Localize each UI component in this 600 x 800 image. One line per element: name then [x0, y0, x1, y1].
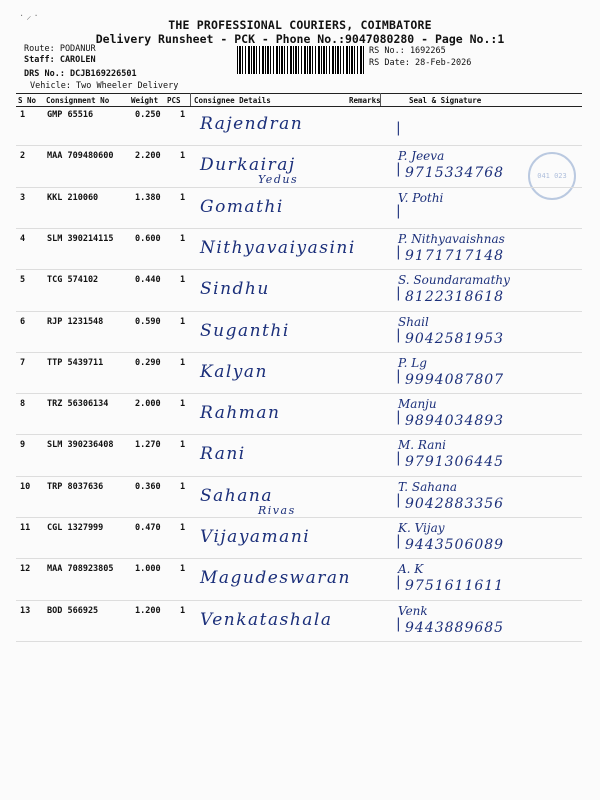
- rs-date: RS Date: 28-Feb-2026: [369, 58, 472, 68]
- col-weight: Weight: [131, 96, 159, 105]
- corner-scribble: · ⸝ ·: [20, 11, 38, 22]
- signature: Venk: [398, 603, 428, 618]
- row-sno: 12: [20, 564, 31, 575]
- col-sno: S No: [18, 96, 37, 105]
- row-divider: [16, 145, 582, 146]
- row-divider: [16, 476, 582, 477]
- col-seal: Seal & Signature: [409, 96, 482, 105]
- signature: P. Lg: [398, 355, 427, 370]
- signature: S. Soundaramathy: [398, 273, 510, 288]
- row-weight: 1.200: [135, 605, 161, 616]
- consignee-handwriting: Sindhu: [200, 279, 270, 300]
- col-remarks: Remarks: [349, 96, 381, 105]
- signature-phone: 8122318618: [405, 289, 505, 306]
- row-consignment: SLM 390214115: [47, 233, 114, 244]
- consignee-handwriting: Rani: [200, 444, 246, 465]
- signature-tick: |: [396, 450, 401, 467]
- row-sno: 9: [20, 440, 26, 451]
- row-consignment: CGL 1327999: [47, 523, 104, 533]
- row-pcs: 1: [180, 481, 186, 492]
- signature: T. Sahana: [398, 479, 458, 494]
- signature-tick: |: [396, 243, 401, 260]
- row-consignment: TRZ 56306134: [47, 399, 109, 410]
- row-pcs: 1: [180, 605, 186, 616]
- signature-tick: |: [396, 574, 401, 591]
- row-consignment: TRP 8037636: [47, 481, 104, 492]
- row-divider: [16, 600, 582, 601]
- staff-info: Staff: CAROLEN: [24, 55, 96, 65]
- row-weight: 0.590: [135, 316, 161, 327]
- header-rule-bottom: [16, 106, 582, 107]
- row-weight: 0.250: [135, 110, 161, 120]
- row-divider: [16, 558, 582, 559]
- col-pcs: PCS: [167, 96, 181, 105]
- seal-stamp: 041 023: [528, 152, 576, 200]
- signature-tick: |: [396, 491, 401, 508]
- row-weight: 0.290: [135, 357, 161, 368]
- signature-phone: 9894034893: [405, 413, 505, 430]
- signature: K. Vijay: [398, 521, 445, 535]
- signature-tick: |: [396, 326, 401, 343]
- signature-tick: |: [396, 285, 401, 302]
- row-consignment: TTP 5439711: [47, 357, 104, 368]
- row-consignment: GMP 65516: [47, 110, 94, 120]
- row-divider: [16, 393, 582, 394]
- signature-tick: |: [396, 409, 401, 426]
- signature-tick: |: [396, 615, 401, 632]
- signature-phone: 9751611611: [405, 578, 505, 595]
- col-consignment: Consignment No: [46, 96, 110, 105]
- route-info: Route: PODANUR: [24, 44, 96, 54]
- rs-number: RS No.: 1692265: [369, 46, 446, 56]
- row-sno: 6: [20, 316, 26, 327]
- row-pcs: 1: [180, 275, 186, 286]
- signature-phone: 9042581953: [405, 330, 505, 347]
- signature-phone: 9042883356: [405, 495, 505, 512]
- signature-tick: |: [396, 120, 401, 136]
- drs-info: DRS No.: DCJB169226501: [24, 69, 137, 79]
- row-weight: 2.200: [135, 151, 161, 162]
- row-weight: 0.470: [135, 523, 161, 533]
- row-consignment: KKL 210060: [47, 192, 99, 203]
- row-sno: 1: [20, 110, 26, 120]
- document-subtitle: Delivery Runsheet - PCK - Phone No.:9047080280 - Page No.:1: [95, 32, 505, 46]
- signature-phone: 9994087807: [405, 371, 505, 388]
- row-divider: [16, 517, 582, 518]
- signature-phone: 9791306445: [405, 454, 505, 471]
- row-sno: 4: [20, 233, 26, 244]
- row-weight: 1.380: [135, 192, 161, 203]
- signature-tick: |: [396, 202, 401, 219]
- row-divider: [16, 352, 582, 353]
- consignee-handwriting: Magudeswaran: [200, 568, 351, 589]
- signature-tick: |: [396, 161, 401, 178]
- consignee-handwriting: Gomathi: [200, 196, 284, 217]
- row-sno: 13: [20, 605, 31, 616]
- row-pcs: 1: [180, 110, 186, 120]
- row-weight: 0.360: [135, 481, 161, 492]
- row-divider: [16, 311, 582, 312]
- row-sno: 7: [20, 357, 26, 368]
- signature: Manju: [398, 397, 437, 412]
- vehicle-info: Vehicle: Two Wheeler Delivery: [30, 81, 179, 91]
- row-weight: 1.270: [135, 440, 161, 451]
- consignee-handwriting: Kalyan: [200, 361, 268, 382]
- header-rule-top: [16, 93, 582, 94]
- consignee-handwriting-extra: Rivas: [258, 503, 296, 517]
- consignee-handwriting: Vijayamani: [200, 527, 311, 547]
- signature-phone: 9171717148: [405, 247, 505, 264]
- signature-phone: 9443506089: [405, 537, 505, 553]
- row-consignment: RJP 1231548: [47, 316, 104, 327]
- row-divider: [16, 187, 582, 188]
- document-title: THE PROFESSIONAL COURIERS, COIMBATORE: [168, 18, 432, 32]
- consignee-handwriting-extra: Yedus: [258, 173, 299, 187]
- signature: A. K: [398, 562, 424, 577]
- row-pcs: 1: [180, 233, 186, 244]
- signature: M. Rani: [398, 438, 446, 453]
- row-divider: [16, 641, 582, 642]
- signature: Shail: [398, 314, 429, 329]
- row-divider: [16, 434, 582, 435]
- row-sno: 10: [20, 481, 31, 492]
- row-weight: 0.440: [135, 275, 161, 286]
- signature: P. Nithyavaishnas: [398, 231, 505, 246]
- consignee-handwriting: Venkatashala: [200, 609, 333, 630]
- row-consignment: SLM 390236408: [47, 440, 114, 451]
- row-pcs: 1: [180, 357, 186, 368]
- row-divider: [16, 228, 582, 229]
- consignee-handwriting: Rajendran: [200, 114, 304, 134]
- consignee-handwriting: Sahana: [200, 485, 273, 506]
- signature-phone: 9443889685: [405, 619, 505, 636]
- row-consignment: BOD 566925: [47, 605, 99, 616]
- row-sno: 3: [20, 192, 26, 203]
- signature-phone: 9715334768: [405, 165, 505, 182]
- row-pcs: 1: [180, 440, 186, 451]
- row-sno: 11: [20, 523, 31, 533]
- row-consignment: MAA 708923805: [47, 564, 114, 575]
- row-weight: 0.600: [135, 233, 161, 244]
- signature: V. Pothi: [398, 190, 444, 205]
- row-weight: 2.000: [135, 399, 161, 410]
- consignee-handwriting: Nithyavaiyasini: [200, 237, 356, 258]
- row-sno: 5: [20, 275, 26, 286]
- row-pcs: 1: [180, 399, 186, 410]
- row-consignment: MAA 709480600: [47, 151, 114, 162]
- signature-tick: |: [396, 533, 401, 549]
- row-pcs: 1: [180, 192, 186, 203]
- barcode: [237, 46, 365, 74]
- row-pcs: 1: [180, 564, 186, 575]
- row-sno: 8: [20, 399, 26, 410]
- row-pcs: 1: [180, 316, 186, 327]
- consignee-handwriting: Rahman: [200, 403, 281, 424]
- header-divider: [380, 93, 381, 106]
- row-sno: 2: [20, 151, 26, 162]
- signature: P. Jeeva: [398, 149, 445, 164]
- row-pcs: 1: [180, 151, 186, 162]
- row-weight: 1.000: [135, 564, 161, 575]
- signature-tick: |: [396, 367, 401, 384]
- col-consignee: Consignee Details: [194, 96, 271, 105]
- consignee-handwriting: Durkairaj: [200, 155, 296, 176]
- row-pcs: 1: [180, 523, 186, 533]
- row-divider: [16, 269, 582, 270]
- header-divider: [190, 93, 191, 106]
- consignee-handwriting: Suganthi: [200, 320, 290, 341]
- row-consignment: TCG 574102: [47, 275, 99, 286]
